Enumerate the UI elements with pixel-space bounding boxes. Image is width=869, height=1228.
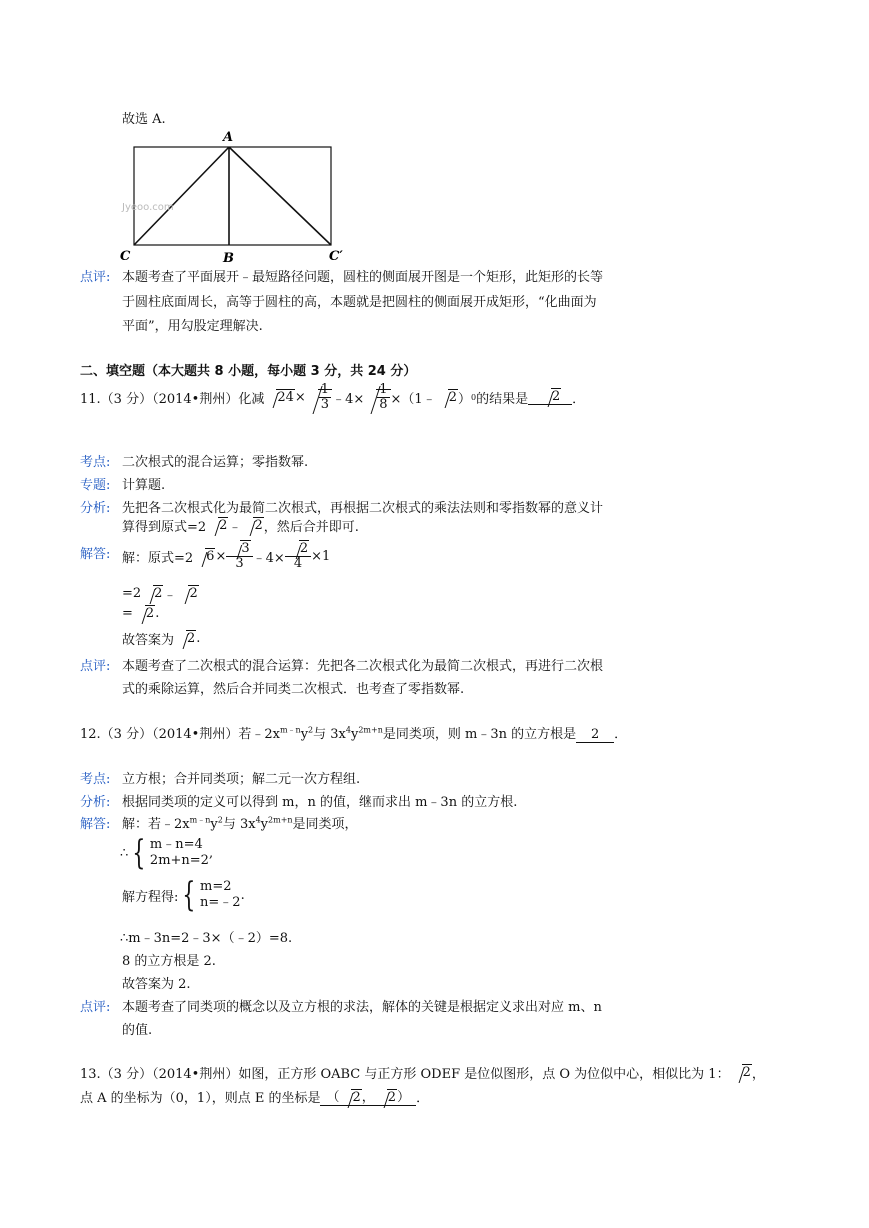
q11-fenxi-label: 分析: (80, 501, 111, 516)
q11-fenxi-line-2: 算得到原式=2 2 ﹣ 2 ，然后合并即可. (122, 518, 359, 535)
point-a-label: A (223, 130, 234, 145)
q11-sqrt-frac-1-8: $\frac{1}{8}$ (366, 383, 390, 411)
q12-solution-step-5: 故答案为 2. (122, 977, 191, 992)
q12-jieda-label: 解答: (80, 817, 111, 832)
q11-sqrt-24: 24 (266, 390, 295, 405)
q11-stem (80, 383, 585, 411)
q12-system-1: ∴ { m﹣n=4 2m+n=2 , (120, 833, 214, 873)
point-c-prime-label: C′ (329, 249, 343, 264)
point-b-label: B (223, 251, 234, 266)
q11-answer-blank: 2 (528, 389, 572, 405)
q13-stem-line-1: 13.（3 分）（2014•荆州）如图，正方形 OABC 与正方形 ODEF 是位似图形，点 O 为位似中心，相似比为 1： 2 ， (80, 1065, 765, 1082)
q11-sqrt-frac-1-3: $\frac{1}{3}$ (308, 383, 332, 411)
q11-close: ） (457, 391, 471, 407)
q13-answer-blank: （ 2， 2） (320, 1086, 416, 1106)
q10-comment-label: 点评: (80, 270, 111, 285)
q11-solution-step-2: =2 2 ﹣ 2 (122, 586, 198, 603)
q11-prefix: 11.（3 分）（2014•荆州）化减 (80, 391, 265, 407)
q11-end: ． (572, 391, 586, 407)
q12-solution-step-1: 解：若$﹣2x^{m﹣n}y^2$与 $3x^4y^{2m+n}$是同类项， (122, 815, 358, 832)
q12-stem: 12.（3 分）（2014•荆州）若$﹣2x^{m﹣n}y^2$与 $3x^4y^{2m+n}$是同类项，则 m﹣3n 的立方根是 2 ． (80, 725, 628, 742)
q12-kaodian: 立方根；合并同类项；解二元一次方程组. (122, 772, 361, 787)
point-c-label: C (120, 249, 131, 264)
q11-dianping-label: 点评: (80, 659, 111, 674)
q12-kaodian-label: 考点: (80, 772, 111, 787)
answer-choice-line: 故选 A. (122, 112, 166, 127)
q11-suffix: 的结果是 (476, 391, 529, 407)
q12-answer-blank: 2 (576, 727, 614, 743)
q13-stem-line-2: 点 A 的坐标为（0，1），则点 E 的坐标是 （ 2， 2） ． (80, 1086, 429, 1106)
q10-comment-line-3: 平面”，用勾股定理解决. (122, 319, 263, 334)
q12-dianping-line-1: 本题考查了同类项的概念以及立方根的求法，解体的关键是根据定义求出对应 m、n (122, 1000, 602, 1015)
q11-dianping-line-2: 式的乘除运算，然后合并同类二次根式．也考查了零指数幂. (122, 682, 465, 697)
q12-solution-step-3: ∴m﹣3n=2﹣3×（﹣2）=8. (120, 931, 293, 946)
q10-comment-line-2: 于圆柱底面周长，高等于圆柱的高，本题就是把圆柱的侧面展开成矩形，“化曲面为 (122, 295, 597, 310)
unfolded-cylinder-figure (115, 126, 343, 266)
q11-fenxi-line-1: 先把各二次根式化为最简二次根式，再根据二次根式的乘法法则和零指数幂的意义计 (122, 501, 604, 516)
therefore-symbol: ∴ (120, 845, 129, 861)
q11-solution-step-4: 故答案为 2 . (122, 631, 201, 648)
q12-dianping-line-2: 的值. (122, 1023, 153, 1038)
q11-times: × (294, 389, 306, 405)
q11-solution-step-3: = 2 . (122, 606, 160, 621)
q12-dianping-label: 点评: (80, 1000, 111, 1015)
watermark: Jyeoo.com (122, 202, 174, 213)
q11-zhuanti-label: 专题: (80, 478, 111, 493)
q12-fenxi: 根据同类项的定义可以得到 m，n 的值，继而求出 m﹣3n 的立方根. (122, 795, 518, 810)
q11-solution-step-1: 解：原式=2 6 × $\frac{3}{3}$ ﹣4× $\frac{2}{4}$ ×1 (122, 541, 331, 571)
q12-fenxi-label: 分析: (80, 795, 111, 810)
q11-dianping-line-1: 本题考查了二次根式的混合运算：先把各二次根式化为最简二次根式，再进行二次根 (122, 659, 604, 674)
q11-jieda-label: 解答: (80, 547, 111, 562)
q12-system-2: 解方程得: { m=2 n=﹣2 . (122, 875, 245, 915)
q11-minus4: ﹣4× (332, 391, 365, 407)
q12-solution-step-4: 8 的立方根是 2. (122, 954, 216, 969)
q11-exp0: 0 (471, 392, 477, 402)
q11-times2: ×（1﹣ (390, 391, 436, 407)
q11-kaodian: 二次根式的混合运算；零指数幂. (122, 455, 309, 470)
q11-zhuanti: 计算题. (122, 478, 166, 493)
q11-sqrt-2: 2 (438, 390, 458, 405)
q10-comment-line-1: 本题考查了平面展开﹣最短路径问题，圆柱的侧面展开图是一个矩形，此矩形的长等 (122, 270, 604, 285)
q11-kaodian-label: 考点: (80, 455, 111, 470)
section-title: 二、填空题（本大题共 8 小题，每小题 3 分，共 24 分） (80, 364, 417, 379)
